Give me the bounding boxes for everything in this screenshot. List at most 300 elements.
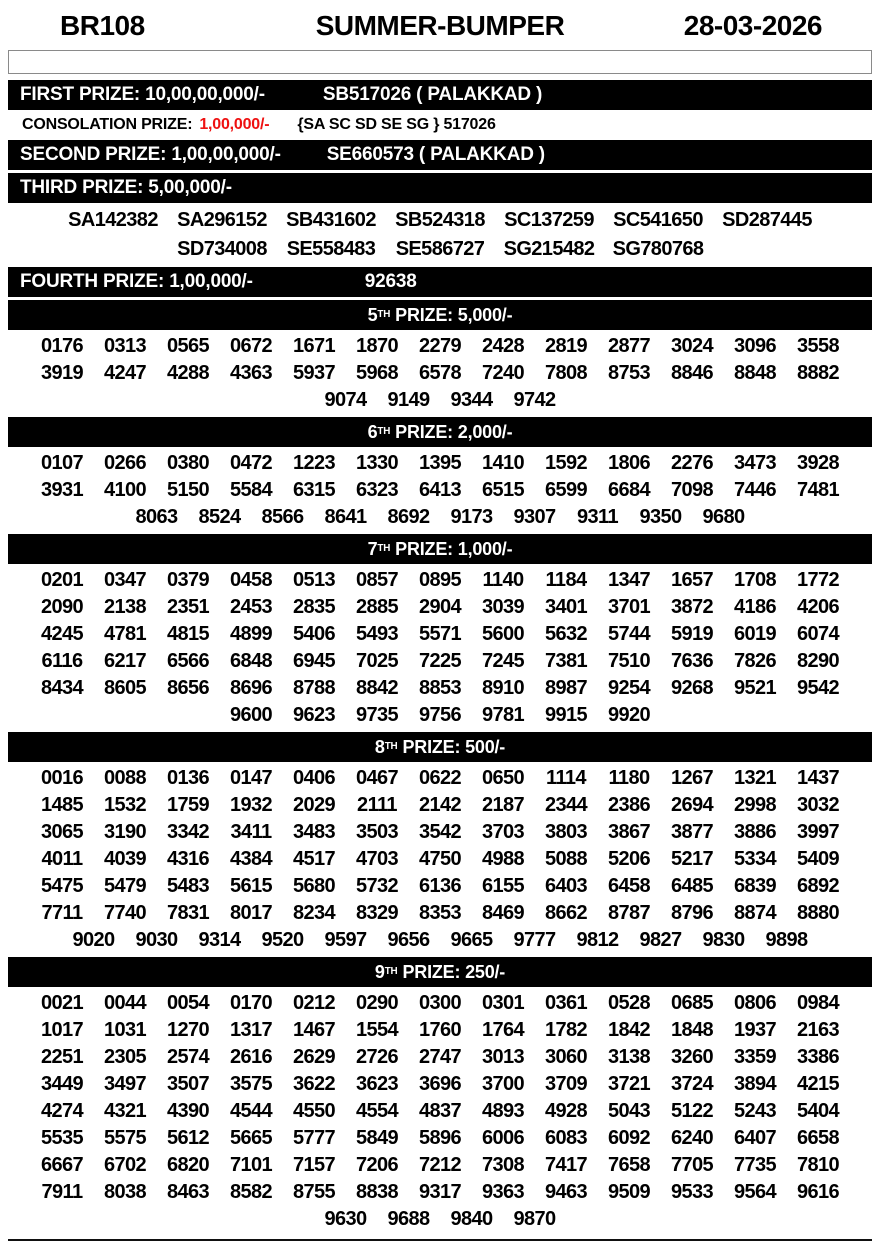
ticket-number: 9597 <box>324 929 367 951</box>
ticket-number: 9268 <box>670 677 714 699</box>
ticket-number: 4288 <box>166 362 210 384</box>
ticket-number: 1467 <box>292 1019 336 1041</box>
ticket-number: 1842 <box>607 1019 651 1041</box>
ticket-number: 3701 <box>607 596 651 618</box>
ticket-number: 4544 <box>229 1100 273 1122</box>
ticket-number: 0406 <box>292 767 336 789</box>
ticket-number: 1932 <box>229 794 273 816</box>
ticket-number: 1485 <box>40 794 84 816</box>
ticket-number: 4247 <box>103 362 147 384</box>
tier-ordinal: 6 <box>367 421 378 442</box>
ticket-number: 3931 <box>40 479 84 501</box>
ticket-number: 4554 <box>355 1100 399 1122</box>
ticket-number: 6515 <box>481 479 525 501</box>
ticket-number: 8882 <box>796 362 840 384</box>
ticket-number: 9600 <box>229 704 273 726</box>
ticket-number: 6217 <box>103 650 147 672</box>
ticket-number: 8910 <box>481 677 525 699</box>
ticket-number: 7481 <box>796 479 840 501</box>
fourth-prize-number: 92638 <box>364 271 417 292</box>
ticket-number: 6892 <box>796 875 840 897</box>
ticket-number: 3696 <box>418 1073 462 1095</box>
ticket-number: 1317 <box>229 1019 273 1041</box>
tier-title: PRIZE: 2,000/- <box>395 421 513 442</box>
ticket-number: 4321 <box>103 1100 147 1122</box>
ticket-number: 5404 <box>796 1100 840 1122</box>
ticket-number: 3721 <box>607 1073 651 1095</box>
ticket-number: 2877 <box>607 335 651 357</box>
ticket-number: 5680 <box>292 875 336 897</box>
ticket-number: 4316 <box>166 848 210 870</box>
ticket-number: 1184 <box>545 569 587 591</box>
ticket-number: 1410 <box>481 452 525 474</box>
first-prize-winner: SB517026 ( PALAKKAD ) <box>322 84 543 105</box>
ticket-number: 5475 <box>40 875 84 897</box>
ticket-number: 9898 <box>765 929 808 951</box>
ticket-number: 5206 <box>607 848 651 870</box>
ticket-number: 8353 <box>418 902 462 924</box>
ticket-number: 9827 <box>639 929 682 951</box>
ticket-number: 9317 <box>418 1181 462 1203</box>
fifth-prize-header: 5 TH PRIZE: 5,000/- <box>8 300 872 330</box>
ticket-number: 1114 <box>546 767 586 789</box>
ticket-number: 4384 <box>229 848 273 870</box>
ticket-number: 3867 <box>607 821 651 843</box>
ticket-number: 1532 <box>103 794 147 816</box>
ticket-number: 7446 <box>733 479 777 501</box>
ticket-number: 2251 <box>40 1046 84 1068</box>
ticket-number: 1772 <box>796 569 840 591</box>
first-prize-label: FIRST PRIZE: 10,00,00,000/- <box>20 84 265 105</box>
consolation-amount: 1,00,000/- <box>199 116 270 133</box>
tier-ordinal: 8 <box>374 736 385 757</box>
ticket-number: 3411 <box>230 821 272 843</box>
ticket-number: 0107 <box>40 452 84 474</box>
ticket-number: 3803 <box>544 821 588 843</box>
ticket-number: 0806 <box>733 992 777 1014</box>
ticket-number: 1330 <box>355 452 399 474</box>
ticket-number: 0528 <box>607 992 651 1014</box>
ticket-number: 9830 <box>702 929 745 951</box>
ninth-prize-header: 9 TH PRIZE: 250/- <box>8 957 872 987</box>
ticket-number: 1031 <box>103 1019 147 1041</box>
ticket-number: 5732 <box>355 875 399 897</box>
ticket-number: 3483 <box>292 821 336 843</box>
ticket-number: 2629 <box>292 1046 336 1068</box>
first-prize-bar <box>8 80 872 110</box>
ticket-number: 2111 <box>357 794 397 816</box>
ticket-number: 3622 <box>292 1073 336 1095</box>
ticket-number: 6083 <box>544 1127 588 1149</box>
ticket-number: 5575 <box>103 1127 147 1149</box>
ticket-number: 1140 <box>482 569 524 591</box>
ticket-number: 6407 <box>733 1127 777 1149</box>
ticket-number: 8753 <box>607 362 651 384</box>
ticket-number: 6323 <box>355 479 399 501</box>
ticket-number: 1267 <box>670 767 714 789</box>
draw-code: BR108 <box>60 10 145 41</box>
ticket-number: 5584 <box>229 479 273 501</box>
ticket-number: 2428 <box>481 335 525 357</box>
second-prize-bar <box>8 140 872 170</box>
ticket-number: 2819 <box>544 335 588 357</box>
ticket-number: 8605 <box>103 677 147 699</box>
ticket-number: 4837 <box>418 1100 462 1122</box>
ticket-number: 1437 <box>796 767 840 789</box>
ticket-number: 2574 <box>166 1046 210 1068</box>
ticket-number: SC137259 <box>504 209 594 231</box>
ticket-number: 0379 <box>166 569 210 591</box>
ticket-number: 9623 <box>292 704 336 726</box>
ticket-number: 2386 <box>607 794 651 816</box>
ticket-number: 3507 <box>166 1073 210 1095</box>
ticket-number: 9520 <box>261 929 304 951</box>
seventh-prize-header: 7 TH PRIZE: 1,000/- <box>8 534 872 564</box>
ticket-number: 5777 <box>292 1127 336 1149</box>
ticket-number: 2694 <box>670 794 714 816</box>
ticket-number: 9616 <box>796 1181 840 1203</box>
ticket-number: 2276 <box>670 452 714 474</box>
ticket-number: 0170 <box>229 992 273 1014</box>
tier-ordinal: 7 <box>367 538 378 559</box>
ticket-number: 3065 <box>40 821 84 843</box>
ticket-number: 4550 <box>292 1100 336 1122</box>
ticket-number: 0857 <box>355 569 399 591</box>
ticket-number: 3138 <box>607 1046 651 1068</box>
ticket-number: 7711 <box>41 902 83 924</box>
ticket-number: 9920 <box>607 704 651 726</box>
ticket-number: 0300 <box>418 992 462 1014</box>
ticket-number: 6599 <box>544 479 588 501</box>
ticket-number: 2726 <box>355 1046 399 1068</box>
ticket-number: 9777 <box>513 929 556 951</box>
ticket-number: 1270 <box>166 1019 210 1041</box>
ticket-number: 3623 <box>355 1073 399 1095</box>
ticket-number: 1395 <box>418 452 462 474</box>
ticket-number: 0472 <box>229 452 273 474</box>
ticket-number: 0147 <box>229 767 273 789</box>
ticket-number: 9463 <box>544 1181 588 1203</box>
ticket-number: 8880 <box>796 902 840 924</box>
ticket-number: 6485 <box>670 875 714 897</box>
ticket-number: 3928 <box>796 452 840 474</box>
ticket-number: 6074 <box>796 623 840 645</box>
ticket-number: 3060 <box>544 1046 588 1068</box>
ticket-number: 5571 <box>418 623 462 645</box>
ticket-number: 3473 <box>733 452 777 474</box>
ticket-number: 0021 <box>40 992 84 1014</box>
ticket-number: 4215 <box>796 1073 840 1095</box>
ticket-number: 3032 <box>796 794 840 816</box>
ticket-number: 7157 <box>292 1154 336 1176</box>
ticket-number: 1870 <box>355 335 399 357</box>
ticket-number: 5919 <box>670 623 714 645</box>
fourth-prize-bar <box>8 267 872 297</box>
ticket-number: 7206 <box>355 1154 399 1176</box>
ticket-number: 7808 <box>544 362 588 384</box>
ticket-number: 3877 <box>670 821 714 843</box>
ticket-number: SG215482 <box>503 238 595 260</box>
ticket-number: 1017 <box>40 1019 84 1041</box>
ticket-number: 3039 <box>481 596 525 618</box>
ticket-number: 0313 <box>103 335 147 357</box>
ticket-number: 1321 <box>733 767 777 789</box>
ticket-number: 4517 <box>292 848 336 870</box>
ticket-number: 3724 <box>670 1073 714 1095</box>
ticket-number: 0201 <box>40 569 84 591</box>
tier-ordinal: 5 <box>367 304 378 325</box>
ticket-number: 3449 <box>40 1073 84 1095</box>
ticket-number: 4815 <box>166 623 210 645</box>
consolation-row <box>0 113 880 137</box>
ticket-number: SE558483 <box>286 238 376 260</box>
ticket-number: 8582 <box>229 1181 273 1203</box>
ticket-number: 2142 <box>418 794 462 816</box>
ticket-number: 2904 <box>418 596 462 618</box>
ticket-number: 9630 <box>324 1208 367 1230</box>
ticket-number: 1554 <box>355 1019 399 1041</box>
ticket-number: 6578 <box>418 362 462 384</box>
consolation-series: {SA SC SD SE SG } 517026 <box>297 116 496 133</box>
third-prize-label: THIRD PRIZE: 5,00,000/- <box>20 177 232 198</box>
ticket-number: 6403 <box>544 875 588 897</box>
ticket-number: 7381 <box>544 650 588 672</box>
ticket-number: 4206 <box>796 596 840 618</box>
ticket-number: 3260 <box>670 1046 714 1068</box>
ticket-number: 3013 <box>481 1046 525 1068</box>
ticket-number: 4893 <box>481 1100 525 1122</box>
ticket-number: 0088 <box>103 767 147 789</box>
ticket-number: 6092 <box>607 1127 651 1149</box>
third-prize-bar <box>8 173 872 203</box>
page-title: SUMMER-BUMPER <box>315 10 565 41</box>
ticket-number: 2351 <box>166 596 210 618</box>
ticket-number: 3872 <box>670 596 714 618</box>
ticket-number: 9509 <box>607 1181 651 1203</box>
ticket-number: 7212 <box>418 1154 462 1176</box>
ticket-number: 9870 <box>513 1208 556 1230</box>
ticket-number: 3709 <box>544 1073 588 1095</box>
ticket-number: 4100 <box>103 479 147 501</box>
ticket-number: 5968 <box>355 362 399 384</box>
ticket-number: 8463 <box>166 1181 210 1203</box>
fifth-prize-numbers <box>28 333 852 414</box>
ticket-number: 9350 <box>639 506 682 528</box>
ticket-number: 5217 <box>670 848 714 870</box>
ticket-number: 3558 <box>796 335 840 357</box>
ticket-number: 7098 <box>670 479 714 501</box>
ticket-number: 6566 <box>166 650 210 672</box>
ticket-number: 9665 <box>450 929 493 951</box>
ticket-number: 9254 <box>607 677 651 699</box>
ticket-number: 7101 <box>229 1154 273 1176</box>
ticket-number: 5483 <box>166 875 210 897</box>
draw-date: 28-03-2026 <box>683 10 822 41</box>
ticket-number: 8566 <box>261 506 304 528</box>
tier-title: PRIZE: 1,000/- <box>395 538 513 559</box>
ticket-number: 9074 <box>324 389 367 411</box>
ticket-number: 9742 <box>513 389 556 411</box>
ticket-number: 8848 <box>733 362 777 384</box>
ticket-number: 9311 <box>577 506 618 528</box>
ticket-number: 3401 <box>544 596 588 618</box>
empty-field <box>8 50 872 74</box>
ticket-number: 6820 <box>166 1154 210 1176</box>
ticket-number: 9542 <box>796 677 840 699</box>
ticket-number: 2344 <box>544 794 588 816</box>
ticket-number: 6006 <box>481 1127 525 1149</box>
ticket-number: 8692 <box>387 506 430 528</box>
ticket-number: 7658 <box>607 1154 651 1176</box>
ticket-number: 8662 <box>544 902 588 924</box>
ticket-number: 2029 <box>292 794 336 816</box>
ticket-number: 6155 <box>481 875 525 897</box>
ticket-number: 3997 <box>796 821 840 843</box>
ticket-number: 9564 <box>733 1181 777 1203</box>
ticket-number: 8842 <box>355 677 399 699</box>
ticket-number: 5150 <box>166 479 210 501</box>
ticket-number: 9344 <box>450 389 493 411</box>
ticket-number: 4274 <box>40 1100 84 1122</box>
ticket-number: 8063 <box>135 506 178 528</box>
sixth-prize-numbers <box>28 450 852 531</box>
ticket-number: 5243 <box>733 1100 777 1122</box>
ticket-number: SD734008 <box>177 238 267 260</box>
ticket-number: 6945 <box>292 650 336 672</box>
consolation-label: CONSOLATION PRIZE: <box>22 116 193 133</box>
ticket-number: 4011 <box>41 848 83 870</box>
ticket-number: 5479 <box>103 875 147 897</box>
ticket-number: 7911 <box>41 1181 83 1203</box>
seventh-prize-numbers <box>28 567 852 729</box>
ticket-number: 1671 <box>292 335 336 357</box>
ticket-number: 0301 <box>481 992 525 1014</box>
ticket-number: 6667 <box>40 1154 84 1176</box>
ticket-number: SG780768 <box>612 238 704 260</box>
ticket-number: 0458 <box>229 569 273 591</box>
ticket-number: 0672 <box>229 335 273 357</box>
ticket-number: 9781 <box>481 704 525 726</box>
ticket-number: SD287445 <box>722 209 812 231</box>
ticket-number: 4703 <box>355 848 399 870</box>
ticket-number: 9521 <box>733 677 777 699</box>
ticket-number: 5849 <box>355 1127 399 1149</box>
ticket-number: 3024 <box>670 335 714 357</box>
ticket-number: 1347 <box>607 569 651 591</box>
ticket-number: 3342 <box>166 821 210 843</box>
ticket-number: 7245 <box>481 650 525 672</box>
ticket-number: 4186 <box>733 596 777 618</box>
ticket-number: 2138 <box>103 596 147 618</box>
ticket-number: 0513 <box>292 569 336 591</box>
ticket-number: 1848 <box>670 1019 714 1041</box>
ticket-number: 8796 <box>670 902 714 924</box>
ticket-number: 5334 <box>733 848 777 870</box>
ticket-number: 0136 <box>166 767 210 789</box>
ticket-number: 0290 <box>355 992 399 1014</box>
ticket-number: 6839 <box>733 875 777 897</box>
ticket-number: SE586727 <box>395 238 485 260</box>
ticket-number: 5406 <box>292 623 336 645</box>
ticket-number: 0380 <box>166 452 210 474</box>
ticket-number: 8838 <box>355 1181 399 1203</box>
ticket-number: 3497 <box>103 1073 147 1095</box>
ticket-number: 5615 <box>229 875 273 897</box>
ticket-number: 6240 <box>670 1127 714 1149</box>
ticket-number: 7308 <box>481 1154 525 1176</box>
ticket-number: 2885 <box>355 596 399 618</box>
ticket-number: 6458 <box>607 875 651 897</box>
ticket-number: 8329 <box>355 902 399 924</box>
ticket-number: 9030 <box>135 929 178 951</box>
ticket-number: 8234 <box>292 902 336 924</box>
ticket-number: 0622 <box>418 767 462 789</box>
tier-title: PRIZE: 250/- <box>402 961 506 982</box>
ticket-number: 3886 <box>733 821 777 843</box>
ninth-prize-numbers <box>28 990 852 1233</box>
second-prize-winner: SE660573 ( PALAKKAD ) <box>326 144 545 165</box>
third-prize-numbers <box>28 206 852 264</box>
tier-ordinal: 9 <box>374 961 385 982</box>
ticket-number: 9533 <box>670 1181 714 1203</box>
ticket-number: 2279 <box>418 335 462 357</box>
ticket-number: 9363 <box>481 1181 525 1203</box>
ticket-number: 5043 <box>607 1100 651 1122</box>
ticket-number: SA296152 <box>177 209 267 231</box>
ticket-number: 7225 <box>418 650 462 672</box>
ticket-number: 0016 <box>40 767 84 789</box>
eighth-prize-header: 8 TH PRIZE: 500/- <box>8 732 872 762</box>
ticket-number: 7810 <box>796 1154 840 1176</box>
ticket-number: 1708 <box>733 569 777 591</box>
ticket-number: 5665 <box>229 1127 273 1149</box>
ticket-number: 7636 <box>670 650 714 672</box>
ticket-number: 6019 <box>733 623 777 645</box>
ticket-number: 0212 <box>292 992 336 1014</box>
ticket-number: 8017 <box>229 902 273 924</box>
ticket-number: 4781 <box>103 623 147 645</box>
ticket-number: 3894 <box>733 1073 777 1095</box>
ticket-number: 0984 <box>796 992 840 1014</box>
fourth-prize-label: FOURTH PRIZE: 1,00,000/- <box>20 271 253 292</box>
ticket-number: 7831 <box>166 902 210 924</box>
ticket-number: 6315 <box>292 479 336 501</box>
ticket-number: 0054 <box>166 992 210 1014</box>
ticket-number: 9688 <box>387 1208 430 1230</box>
ticket-number: 2998 <box>733 794 777 816</box>
ticket-number: 4039 <box>103 848 147 870</box>
ticket-number: 0347 <box>103 569 147 591</box>
ticket-number: 0176 <box>40 335 84 357</box>
ticket-number: 0044 <box>103 992 147 1014</box>
ticket-number: 8290 <box>796 650 840 672</box>
ticket-number: 2453 <box>229 596 273 618</box>
ticket-number: 9656 <box>387 929 430 951</box>
ticket-number: 8874 <box>733 902 777 924</box>
ticket-number: 1782 <box>544 1019 588 1041</box>
ticket-number: 7417 <box>544 1154 588 1176</box>
ticket-number: 3919 <box>40 362 84 384</box>
ticket-number: 3386 <box>796 1046 840 1068</box>
ticket-number: 1759 <box>166 794 210 816</box>
ticket-number: 3703 <box>481 821 525 843</box>
ticket-number: 2163 <box>796 1019 840 1041</box>
ticket-number: SB431602 <box>286 209 376 231</box>
ticket-number: 0266 <box>103 452 147 474</box>
ticket-number: 8038 <box>103 1181 147 1203</box>
ticket-number: 4988 <box>481 848 525 870</box>
ticket-number: SA142382 <box>68 209 158 231</box>
